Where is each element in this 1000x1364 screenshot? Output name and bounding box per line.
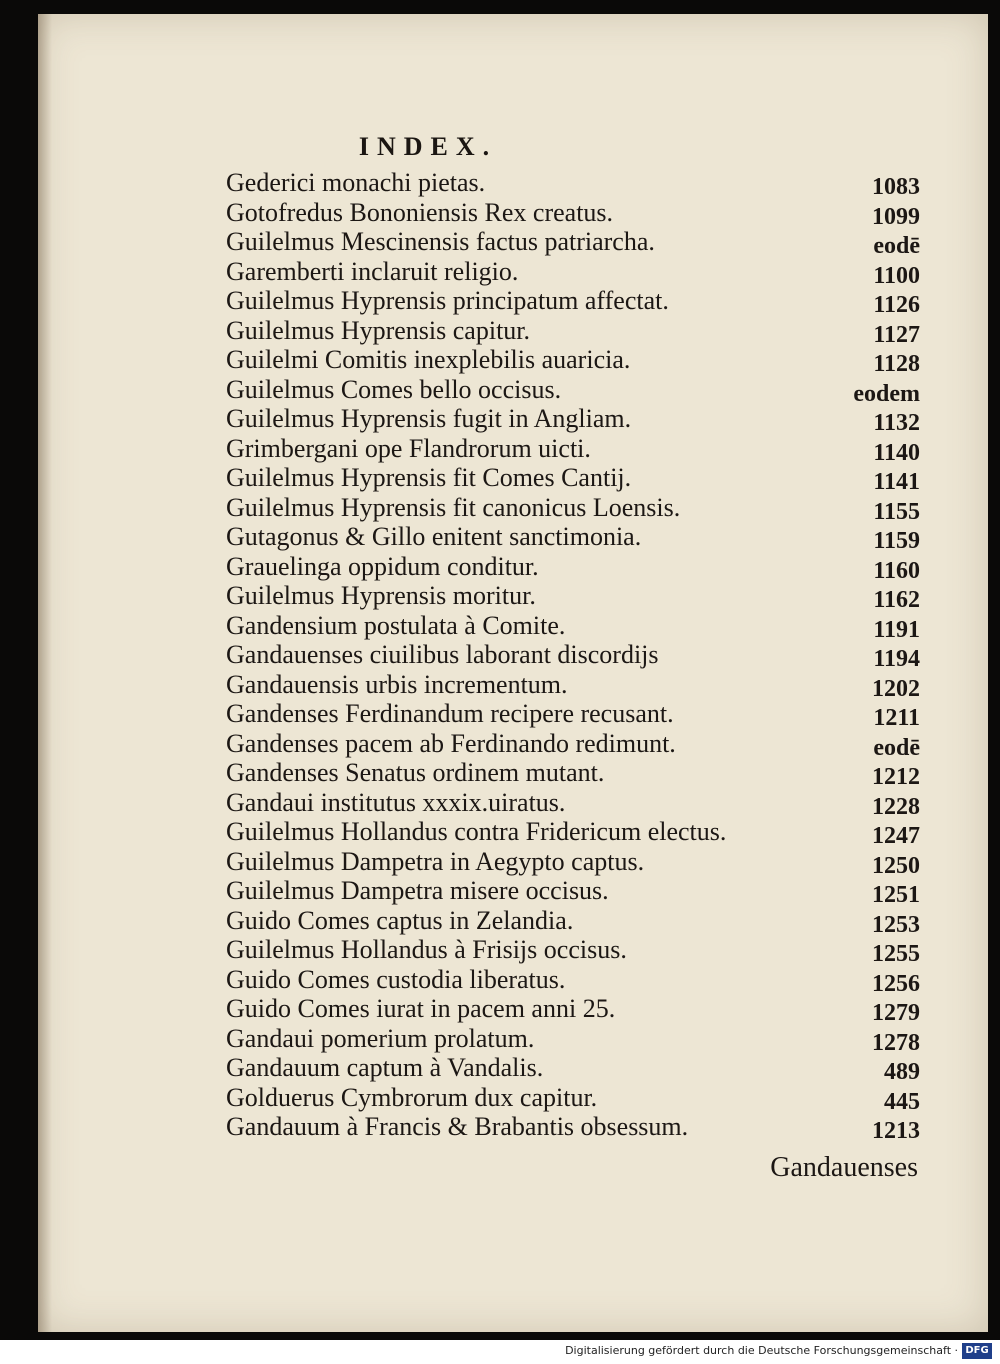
index-entry [38, 493, 988, 523]
entry-text: Gandauum à Francis & Brabantis obsessum. [226, 1112, 689, 1141]
index-entry [38, 758, 988, 788]
index-entry [38, 1024, 988, 1054]
index-entry [38, 994, 988, 1024]
entry-text: Guido Comes iurat in pacem anni 25. [226, 994, 616, 1023]
entry-text: Guido Comes captus in Zelandia. [226, 905, 574, 935]
index-entry [38, 404, 988, 434]
book-page [38, 14, 988, 1332]
entry-number: 1211 [873, 705, 920, 731]
entry-number: 1128 [873, 351, 920, 377]
footer-bar [0, 1340, 1000, 1364]
entry-text: Gandenses Ferdinandum recipere recusant. [226, 699, 674, 728]
entry-number: 489 [884, 1059, 920, 1085]
entry-number: 1162 [873, 587, 920, 613]
index-entry [38, 552, 988, 582]
index-entry [38, 345, 988, 375]
index-entry [38, 1083, 988, 1113]
index-entry [38, 1112, 988, 1142]
index-entry [38, 227, 988, 257]
entry-number: 1251 [872, 882, 920, 908]
entry-number: eodē [873, 233, 920, 259]
entry-text: Guido Comes custodia liberatus. [226, 964, 566, 994]
entry-text: Guilelmus Comes bello occisus. [226, 374, 562, 404]
index-entry [38, 906, 988, 936]
entry-number: 1253 [872, 911, 920, 938]
entry-text: Gotofredus Bononiensis Rex creatus. [226, 197, 614, 227]
entry-number: 1247 [872, 823, 920, 849]
index-entry [38, 847, 988, 877]
index-entry [38, 965, 988, 995]
index-entry [38, 257, 988, 287]
catchword: Gandauenses [770, 1152, 918, 1183]
entry-number: 1191 [873, 616, 920, 643]
entry-number: eodem [853, 380, 920, 407]
index-entry [38, 670, 988, 700]
entry-number: eodē [873, 734, 920, 761]
entry-number: 1141 [873, 469, 920, 495]
index-entry [38, 168, 988, 198]
index-entry [38, 581, 988, 611]
entry-text: Gandenses Senatus ordinem mutant. [226, 758, 605, 787]
index-entry [38, 375, 988, 405]
entry-text: Grimbergani ope Flandrorum uicti. [226, 433, 591, 463]
entry-text: Gederici monachi pietas. [226, 168, 486, 197]
entry-number: 1140 [873, 439, 920, 466]
entry-text: Gandenses pacem ab Ferdinando redimunt. [226, 728, 676, 758]
entry-text: Gandauum captum à Vandalis. [226, 1053, 544, 1082]
entry-text: Guilelmus Hyprensis capitur. [226, 315, 531, 345]
index-entry [38, 876, 988, 906]
entry-text: Guilelmi Comitis inexplebilis auaricia. [226, 345, 631, 374]
entry-number: 1228 [872, 793, 920, 820]
index-entry [38, 316, 988, 346]
index-entry [38, 198, 988, 228]
entry-number: 1132 [873, 410, 920, 436]
index-entry [38, 286, 988, 316]
entry-text: Gandauenses ciuilibus laborant discordijs [226, 640, 659, 669]
entry-number: 1279 [872, 1000, 920, 1026]
dfg-logo: DFG [962, 1343, 992, 1359]
index-entry [38, 788, 988, 818]
entry-text: Guilelmus Hollandus contra Fridericum electus. [226, 817, 727, 846]
index-entry [38, 522, 988, 552]
entry-text: Guilelmus Hyprensis moritur. [226, 581, 536, 610]
index-list [38, 168, 988, 1142]
entry-number: 1256 [872, 970, 920, 997]
entry-text: Gutagonus & Gillo enitent sanctimonia. [226, 522, 642, 551]
entry-number: 1160 [873, 557, 920, 584]
entry-text: Guilelmus Mescinensis factus patriarcha. [226, 227, 655, 256]
index-entry [38, 935, 988, 965]
entry-number: 1159 [873, 528, 920, 554]
entry-number: 1126 [873, 292, 920, 318]
entry-text: Guilelmus Hollandus à Frisijs occisus. [226, 935, 627, 964]
entry-text: Guilelmus Dampetra misere occisus. [226, 876, 609, 905]
index-entry [38, 463, 988, 493]
entry-number: 1100 [873, 262, 920, 289]
entry-number: 1194 [873, 646, 920, 672]
entry-number: 1278 [872, 1029, 920, 1056]
entry-number: 1127 [873, 321, 920, 348]
index-entry [38, 611, 988, 641]
entry-number: 1212 [872, 764, 920, 790]
entry-text: Guilelmus Hyprensis principatum affectat. [226, 286, 669, 315]
entry-number: 1083 [872, 174, 920, 200]
entry-number: 1202 [872, 675, 920, 702]
index-entry [38, 817, 988, 847]
entry-text: Gandaui institutus xxxix.uiratus. [226, 787, 566, 817]
entry-text: Gandauensis urbis incrementum. [226, 669, 568, 699]
index-entry [38, 1053, 988, 1083]
entry-number: 445 [884, 1088, 920, 1115]
entry-text: Gandensium postulata à Comite. [226, 610, 566, 640]
entry-text: Gandaui pomerium prolatum. [226, 1023, 535, 1053]
page-header: INDEX. [358, 132, 498, 161]
entry-text: Guilelmus Hyprensis fit canonicus Loensis. [226, 492, 681, 522]
entry-number: 1155 [873, 498, 920, 525]
entry-number: 1250 [872, 852, 920, 879]
entry-text: Guilelmus Dampetra in Aegypto captus. [226, 846, 645, 876]
funding-notice: Digitalisierung gefördert durch die Deutsche Forschungsgemeinschaft · [565, 1344, 958, 1357]
entry-text: Guilelmus Hyprensis fit Comes Cantij. [226, 463, 632, 492]
index-entry [38, 640, 988, 670]
index-entry [38, 434, 988, 464]
index-entry [38, 699, 988, 729]
entry-text: Golduerus Cymbrorum dux capitur. [226, 1082, 598, 1112]
entry-number: 1255 [872, 941, 920, 967]
entry-text: Guilelmus Hyprensis fugit in Angliam. [226, 404, 632, 433]
index-entry [38, 729, 988, 759]
entry-number: 1099 [872, 203, 920, 230]
entry-number: 1213 [872, 1118, 920, 1144]
entry-text: Garemberti inclaruit religio. [226, 256, 519, 286]
entry-text: Grauelinga oppidum conditur. [226, 551, 539, 581]
